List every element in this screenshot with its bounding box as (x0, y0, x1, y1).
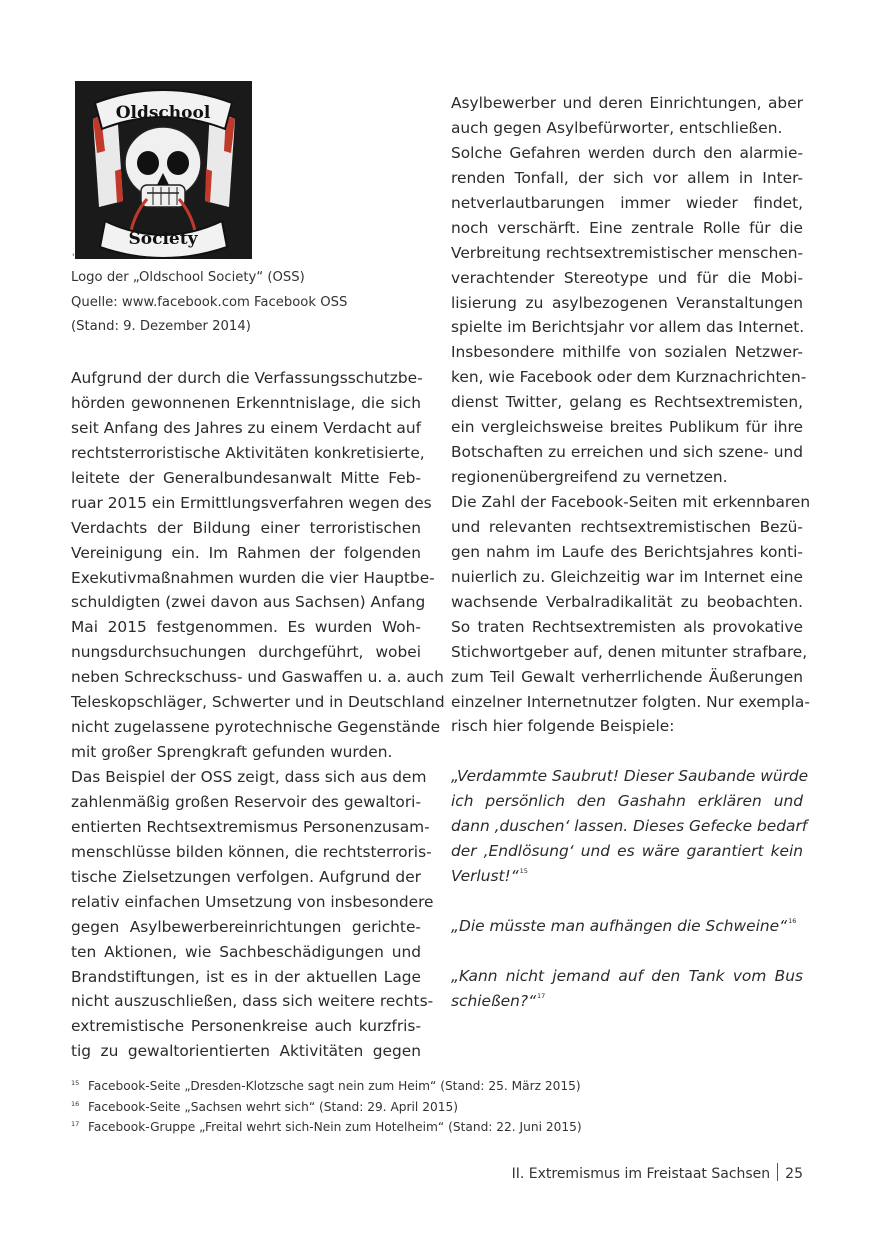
text-line: und relevanten rechtsextremistischen Bezü- (451, 517, 803, 536)
text-line: extremistische Personenkreise auch kurzfris- (71, 1017, 421, 1036)
footnote-17 (71, 1117, 771, 1138)
text-line: ten Aktionen, wie Sachbeschädigungen und (71, 942, 421, 961)
text-line: hörden gewonnenen Erkenntnislage, die sich (71, 393, 421, 412)
text-line: nuierlich zu. Gleichzeitig war im Internet eine (451, 567, 803, 586)
text-line: Aufgrund der durch die Verfassungsschutzbe- (71, 369, 423, 387)
footnote-text: Facebook-Seite „Dresden-Klotzsche sagt nein zum Heim“ (Stand: 25. März 2015) (88, 1079, 581, 1093)
oss-logo-image (75, 81, 252, 259)
text-line: Solche Gefahren werden durch den alarmie- (451, 143, 803, 162)
text-line: neben Schreckschuss- und Gaswaffen u. a. auch (71, 668, 444, 687)
text-line: einzelner Internetnutzer folgten. Nur exempla- (451, 692, 810, 711)
quote-line-last (451, 989, 803, 1014)
quote-line: „Verdammte Saubrut! Dieser Saubande würde (451, 767, 809, 786)
text-line: tig zu gewaltorientierten Aktivitäten gegen (71, 1042, 421, 1061)
right-column (451, 91, 811, 1014)
text-line: entierten Rechtsextremismus Personenzusam- (71, 817, 430, 836)
text-line: risch hier folgende Beispiele: (451, 717, 675, 736)
text-line: Die Zahl der Facebook-Seiten mit erkennbaren (451, 493, 811, 511)
footnote-15 (71, 1076, 771, 1097)
text-line: nungsdurchsuchungen durchgeführt, wobei (71, 643, 421, 662)
text-line: nicht zugelassene pyrotechnische Gegenstände (71, 718, 441, 737)
text-line: verachtender Stereotype und für die Mobi- (451, 268, 803, 287)
text-line: nicht auszuschließen, dass sich weitere rechts- (71, 992, 434, 1011)
text-line: regionenübergreifend zu vernetzen. (451, 468, 728, 487)
text-line: gen nahm im Laufe des Berichtsjahres konti- (451, 542, 803, 561)
footnote-text: Facebook-Gruppe „Freital wehrt sich-Nein zum Hotelheim“ (Stand: 22. Juni 2015) (88, 1120, 582, 1134)
footnote-ref: 16 (788, 916, 797, 925)
text-line: Teleskopschläger, Schwerter und in Deutschland (71, 693, 445, 712)
quote-text: Verlust!“ (451, 867, 519, 886)
footnote-number: 17 (71, 1120, 80, 1128)
footnote-text: Facebook-Seite „Sachsen wehrt sich“ (Stand: 29. April 2015) (88, 1099, 458, 1114)
text-line: ein vergleichsweise breites Publikum für ihre (451, 418, 803, 437)
page-footer (512, 1163, 803, 1182)
text-line: So traten Rechtsextremisten als provokative (451, 617, 803, 636)
running-footer-section: II. Extremismus im Freistaat Sachsen (511, 1166, 771, 1182)
footnote-ref: 17 (537, 991, 546, 1000)
text-line: Asylbewerber und deren Einrichtungen, aber (451, 94, 803, 112)
quote-15 (451, 764, 809, 889)
caption-line: (Stand: 9. Dezember 2014) (71, 319, 251, 334)
text-line: Botschaften zu erreichen und sich szene- und (451, 443, 803, 462)
text-line: dienst Twitter, gelang es Rechtsextremisten, (451, 393, 803, 412)
text-line: renden Tonfall, der sich vor allem in Inter- (451, 168, 803, 187)
text-line: schuldigten (zwei davon aus Sachsen) Anfang (71, 593, 426, 612)
text-line: Stichwortgeber auf, denen mitunter strafbare, (451, 642, 808, 661)
text-line: zahlenmäßig großen Reservoir des gewaltori- (71, 792, 421, 811)
quote-line: „Kann nicht jemand auf den Tank vom Bus (451, 966, 803, 985)
text-line: noch verschärft. Eine zentrale Rolle für die (451, 218, 803, 237)
caption-line: Logo der „Oldschool Society“ (OSS) (71, 270, 305, 285)
text-line: Verbreitung rechtsextremistischer menschen- (451, 243, 804, 262)
text-line: Das Beispiel der OSS zeigt, dass sich aus dem (71, 768, 427, 786)
quote-17 (451, 964, 803, 1014)
text-line: Insbesondere mithilfe von sozialen Netzwer- (451, 343, 803, 362)
logo-mark: ' (72, 253, 75, 263)
text-line: spielte im Berichtsjahr vor allem das Internet. (451, 318, 805, 337)
text-line: wachsende Verbalradikalität zu beobachten. (451, 592, 803, 611)
logo-bottom-text: Society (128, 229, 198, 249)
text-line: menschlüsse bilden können, die rechtsterroris- (71, 842, 432, 861)
quote-line-last (451, 864, 803, 889)
page-number: 25 (785, 1166, 803, 1182)
text-line: gegen Asylbewerbereinrichtungen gerichte- (71, 917, 421, 936)
footnote-number: 15 (71, 1079, 80, 1087)
quote-line-last (451, 914, 803, 939)
logo-top-text: Oldschool (115, 103, 211, 123)
quote-line: ich persönlich den Gashahn erklären und (451, 792, 803, 811)
left-column (71, 366, 445, 1064)
quote-text: schießen?“ (451, 991, 537, 1010)
caption-line: Quelle: www.facebook.com Facebook OSS (71, 294, 348, 310)
text-line: leitete der Generalbundesanwalt Mitte Feb- (71, 468, 421, 487)
footnote-number: 16 (71, 1099, 80, 1108)
text-line: seit Anfang des Jahres zu einem Verdacht auf (71, 418, 421, 437)
text-line: netverlautbarungen immer wieder findet, (451, 193, 803, 212)
text-line: Brandstiftungen, ist es in der aktuellen Lage (71, 967, 421, 986)
quote-16 (451, 914, 803, 939)
quote-line: dann ‚duschen‘ lassen. Dieses Gefecke bedarf (451, 817, 808, 836)
footnote-16 (71, 1097, 771, 1118)
text-line: relativ einfachen Umsetzung von insbesondere (71, 892, 434, 911)
footnotes (71, 1076, 771, 1138)
figure-caption (71, 266, 431, 340)
text-line: zum Teil Gewalt verherrlichende Äußerungen (451, 667, 803, 686)
text-line: auch gegen Asylbefürworter, entschließen. (451, 118, 783, 137)
text-line: Vereinigung ein. Im Rahmen der folgenden (71, 543, 421, 562)
text-line: mit großer Sprengkraft gefunden wurden. (71, 743, 393, 762)
quote-line: der ‚Endlösung‘ und es wäre garantiert kein (451, 842, 803, 861)
footnote-ref: 15 (519, 867, 528, 876)
text-line: Exekutivmaßnahmen wurden die vier Hauptbe- (71, 568, 435, 587)
text-line: lisierung zu asylbezogenen Veranstaltungen (451, 293, 803, 312)
text-line: Verdachts der Bildung einer terroristischen (71, 518, 421, 537)
quote-text: „Die müsste man aufhängen die Schweine“ (451, 916, 788, 935)
text-line: ruar 2015 ein Ermittlungsverfahren wegen des (71, 493, 432, 512)
text-line: Mai 2015 festgenommen. Es wurden Woh- (71, 618, 421, 637)
text-line: tische Zielsetzungen verfolgen. Aufgrund der (71, 867, 421, 886)
footer-divider (777, 1163, 778, 1181)
text-line: rechtsterroristische Aktivitäten konkretisierte, (71, 443, 425, 462)
text-line: ken, wie Facebook oder dem Kurznachrichten- (451, 368, 807, 387)
